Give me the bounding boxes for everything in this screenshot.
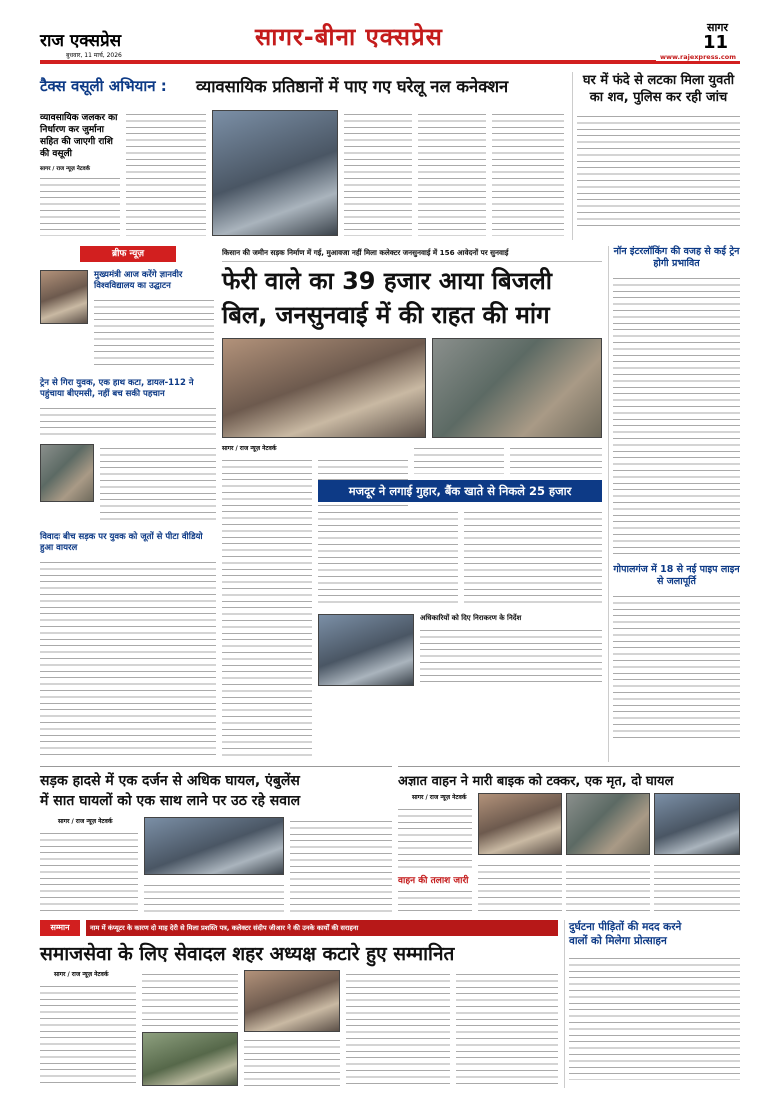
hanging-story	[572, 72, 740, 240]
brief-news-label: ब्रीफ न्यूज़	[80, 246, 176, 262]
honor-photo	[142, 1032, 238, 1086]
masthead-rule	[40, 60, 740, 64]
bike-body-col1b	[398, 887, 472, 913]
honor-body-col3	[244, 1036, 340, 1086]
main-photo-left	[222, 338, 426, 438]
bike-body-col2	[478, 861, 562, 913]
issue-date: बुधवार, 11 मार्च, 2026	[66, 52, 122, 59]
bike-photo-3	[654, 793, 740, 855]
banner-body-col1	[318, 508, 458, 608]
paper-name: राज एक्सप्रेस	[40, 31, 122, 51]
edition-banner: सागर-बीना एक्सप्रेस	[255, 23, 443, 51]
photo-caption-body	[420, 626, 602, 686]
honor-strap: नाम में कंप्यूटर के कारण दो माह देरी से मिला प्रशस्ति पत्र, कलेक्टर संदीप जीआर ने की उनके कार्यों की सराहना	[86, 920, 558, 936]
honor-body-col2	[142, 970, 238, 1028]
lead-body-col1	[40, 174, 120, 236]
lead-headline: व्यावसायिक प्रतिष्ठानों में पाए गए घरेलू नल कनेक्शन	[196, 77, 509, 96]
main-headline-line2: बिल, जनसुनवाई में की राहत की मांग	[222, 301, 550, 329]
brief-news-column	[40, 246, 216, 762]
main-story	[222, 246, 602, 762]
honor-body-col1	[40, 982, 136, 1086]
bike-body-col1	[398, 805, 472, 869]
gopalganj-body	[613, 592, 740, 742]
banner-body-col2	[464, 508, 602, 608]
accident-body-col1	[40, 829, 138, 913]
bike-sub: वाहन की तलाश जारी	[398, 876, 469, 886]
brief-item1-body	[94, 296, 214, 370]
page-number: 11	[702, 32, 728, 53]
lead-body-col2	[126, 110, 206, 236]
train-victim-photo	[40, 444, 94, 502]
honor-byline: सागर / राज न्यूज़ नेटवर्क	[54, 971, 109, 978]
main-banner: मजदूर ने लगाई गुहार, बैंक खाते से निकले 25 हजार	[318, 480, 602, 502]
honor-story	[40, 920, 558, 1088]
right-column	[608, 246, 740, 762]
main-body-col3	[414, 444, 504, 474]
lead-body-col4	[418, 110, 486, 236]
main-byline: सागर / राज न्यूज़ नेटवर्क	[222, 445, 277, 452]
main-body-col4	[510, 444, 602, 474]
main-subhead: किसान की जमीन सड़क निर्माण में गई, मुआवजा नहीं मिला कलेक्टर जनसुनवाई में 156 आवेदनों पर सुनवाई	[222, 248, 602, 262]
accident-body-col2	[290, 817, 392, 913]
honor-body-col4	[346, 970, 450, 1086]
accident-story	[40, 766, 392, 916]
gopalganj-headline: गोपालगंज में 18 से नई पाइप लाइन से जलापूर्ति	[613, 564, 740, 587]
lead-byline: सागर / राज न्यूज़ नेटवर्क	[40, 166, 90, 172]
main-headline-line1: फेरी वाले का 39 हजार आया बिजली	[222, 267, 553, 295]
brief-item2-headline: ट्रेन से गिरा युवक, एक हाथ कटा, डायल-112 ने पहुंचाया बीएमसी, नहीं बच सकी पहचान	[40, 378, 194, 399]
lead-story	[40, 72, 567, 240]
bike-byline: सागर / राज न्यूज़ नेटवर्क	[412, 794, 467, 801]
lead-body-col5	[492, 110, 564, 236]
bike-body-col3	[566, 861, 650, 913]
bike-photo-1	[478, 793, 562, 855]
bike-story	[398, 766, 740, 916]
hanging-body	[577, 112, 740, 230]
help-headline-line2: वालों को मिलेगा प्रोत्साहन	[569, 935, 667, 947]
accident-byline: सागर / राज न्यूज़ नेटवर्क	[58, 818, 113, 825]
hanging-headline: घर में फंदे से लटका मिला युवती का शव, पुलिस कर रही जांच	[582, 73, 735, 105]
honor-body-col5	[456, 970, 558, 1086]
lead-kicker: टैक्स वसूली अभियान :	[40, 77, 167, 95]
brief-item2-body	[100, 444, 216, 522]
lead-body-col3	[344, 110, 412, 236]
honor-headline: समाजसेवा के लिए सेवादल शहर अध्यक्ष कटारे हुए सम्मानित	[40, 943, 455, 965]
photo-caption: अधिकारियों को दिए निराकरण के निर्देश	[420, 614, 522, 622]
accident-headline-line1: सड़क हादसे में एक दर्जन से अधिक घायल, एंबुलेंस	[40, 773, 300, 789]
help-body	[569, 954, 740, 1080]
brief-item2-body-top	[40, 404, 216, 440]
honor-label: सम्मान	[40, 920, 80, 936]
site-url: www.rajexpress.com	[656, 53, 740, 61]
city-label: सागर	[707, 21, 728, 34]
brief-item3-body	[40, 558, 216, 758]
bike-body-col4	[654, 861, 740, 913]
accident-headline-line2: में सात घायलों को एक साथ लाने पर उठ रहे सवाल	[40, 793, 301, 809]
honor-photo-2	[244, 970, 340, 1032]
trains-body	[613, 274, 740, 558]
trains-headline: नॉन इंटरलॉकिंग की वजह से कई ट्रेन होगी प्रभावित	[613, 246, 740, 269]
brief-item1-headline: मुख्यमंत्री आज करेंगे ज्ञानवीर विश्वविद्यालय का उद्घाटन	[94, 270, 183, 291]
brief-item3-headline: विवादः बीच सड़क पर युवक को जूतों से पीटा वीडियो हुआ वायरल	[40, 532, 203, 553]
cm-photo	[40, 270, 88, 324]
bike-headline: अज्ञात वाहन ने मारी बाइक को टक्कर, एक मृत, दो घायल	[398, 774, 674, 789]
lead-photo	[212, 110, 338, 236]
accident-body-col3	[144, 881, 284, 913]
accident-photo	[144, 817, 284, 875]
lead-side-head: व्यावसायिक जलकर का निर्धारण कर जुर्माना सहित की जाएगी राशि की वसूली	[40, 113, 118, 159]
hearing-photo	[318, 614, 414, 686]
masthead	[40, 20, 740, 68]
help-story	[564, 920, 740, 1088]
main-photo-right	[432, 338, 602, 438]
main-body-col1	[222, 456, 312, 756]
bike-photo-2	[566, 793, 650, 855]
help-headline-line1: दुर्घटना पीड़ितों की मदद करने	[569, 921, 682, 933]
